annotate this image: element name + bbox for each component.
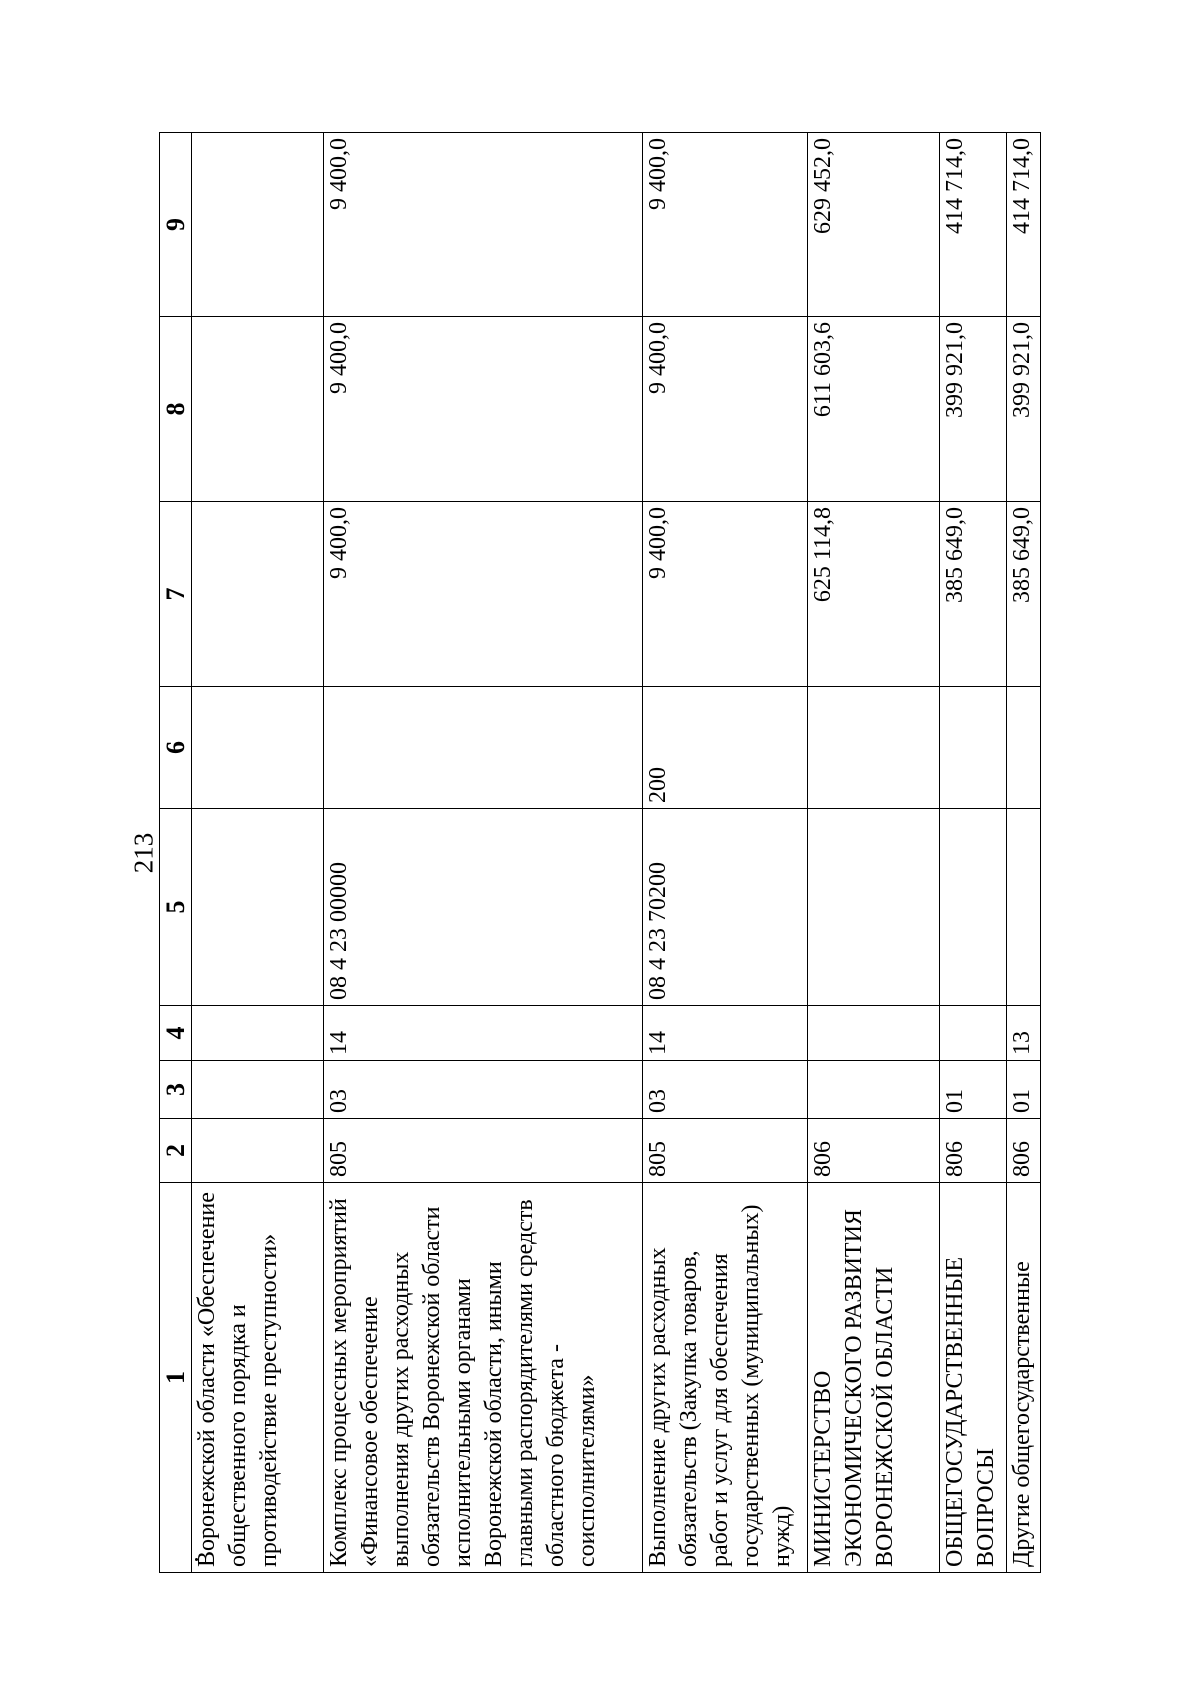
cell-expense-type bbox=[1006, 687, 1040, 809]
column-header: 3 bbox=[160, 1061, 192, 1119]
row-name: МИНИСТЕРСТВО ЭКОНОМИЧЕСКОГО РАЗВИТИЯ ВОРОНЕЖСКОЙ ОБЛАСТИ bbox=[808, 1183, 940, 1573]
column-header: 4 bbox=[160, 1006, 192, 1061]
cell-target-article bbox=[808, 809, 940, 1006]
cell-ministry-code: 806 bbox=[808, 1119, 940, 1183]
row-name: Комплекс процессных мероприятий «Финансовое обеспечение выполнения других расходных обязательств Воронежской области исполнительными органами Воронежской области, иными главными распорядителями средств областного бюджета - соисполнителями» bbox=[323, 1183, 642, 1573]
cell-subsection: 14 bbox=[642, 1006, 808, 1061]
cell-expense-type: 200 bbox=[642, 687, 808, 809]
cell-amount-8: 611 603,6 bbox=[808, 317, 940, 502]
cell-target-article bbox=[192, 809, 324, 1006]
cell-target-article: 08 4 23 70200 bbox=[642, 809, 808, 1006]
cell-amount-9: 414 714,0 bbox=[1006, 133, 1040, 317]
rotated-table-container bbox=[159, 133, 1041, 1573]
cell-ministry-code: 805 bbox=[642, 1119, 808, 1183]
cell-ministry-code: 805 bbox=[323, 1119, 642, 1183]
cell-target-article bbox=[1006, 809, 1040, 1006]
table-row bbox=[940, 133, 1007, 1573]
column-header: 6 bbox=[160, 687, 192, 809]
cell-amount-7: 9 400,0 bbox=[642, 502, 808, 687]
cell-expense-type bbox=[192, 687, 324, 809]
cell-amount-8: 399 921,0 bbox=[940, 317, 1007, 502]
cell-amount-7: 9 400,0 bbox=[323, 502, 642, 687]
cell-ministry-code bbox=[192, 1119, 324, 1183]
cell-amount-7: 625 114,8 bbox=[808, 502, 940, 687]
table-row bbox=[1006, 133, 1040, 1573]
cell-expense-type bbox=[808, 687, 940, 809]
cell-subsection bbox=[940, 1006, 1007, 1061]
cell-expense-type bbox=[940, 687, 1007, 809]
table-row bbox=[192, 133, 324, 1573]
cell-amount-9: 9 400,0 bbox=[642, 133, 808, 317]
column-header: 2 bbox=[160, 1119, 192, 1183]
budget-table bbox=[159, 132, 1041, 1573]
cell-section bbox=[808, 1061, 940, 1119]
cell-subsection bbox=[808, 1006, 940, 1061]
cell-amount-9: 9 400,0 bbox=[323, 133, 642, 317]
column-header: 9 bbox=[160, 133, 192, 317]
cell-amount-7: 385 649,0 bbox=[1006, 502, 1040, 687]
cell-section bbox=[192, 1061, 324, 1119]
cell-amount-9: 414 714,0 bbox=[940, 133, 1007, 317]
table-header-row bbox=[160, 133, 192, 1573]
column-header: 8 bbox=[160, 317, 192, 502]
cell-amount-9 bbox=[192, 133, 324, 317]
cell-amount-8 bbox=[192, 317, 324, 502]
cell-amount-7: 385 649,0 bbox=[940, 502, 1007, 687]
cell-amount-9: 629 452,0 bbox=[808, 133, 940, 317]
cell-ministry-code: 806 bbox=[1006, 1119, 1040, 1183]
cell-subsection: 14 bbox=[323, 1006, 642, 1061]
table-row bbox=[808, 133, 940, 1573]
cell-amount-8: 399 921,0 bbox=[1006, 317, 1040, 502]
cell-ministry-code: 806 bbox=[940, 1119, 1007, 1183]
page-number: 213 bbox=[128, 832, 159, 874]
cell-section: 01 bbox=[1006, 1061, 1040, 1119]
cell-subsection: 13 bbox=[1006, 1006, 1040, 1061]
cell-section: 01 bbox=[940, 1061, 1007, 1119]
cell-target-article bbox=[940, 809, 1007, 1006]
cell-subsection bbox=[192, 1006, 324, 1061]
column-header: 5 bbox=[160, 809, 192, 1006]
column-header: 1 bbox=[160, 1183, 192, 1573]
cell-amount-7 bbox=[192, 502, 324, 687]
cell-section: 03 bbox=[642, 1061, 808, 1119]
row-name: ОБЩЕГОСУДАРСТВЕННЫЕ ВОПРОСЫ bbox=[940, 1183, 1007, 1573]
table-row bbox=[642, 133, 808, 1573]
cell-target-article: 08 4 23 00000 bbox=[323, 809, 642, 1006]
column-header: 7 bbox=[160, 502, 192, 687]
row-name: Выполнение других расходных обязательств (Закупка товаров, работ и услуг для обеспечения государственных (муниципальных) нужд) bbox=[642, 1183, 808, 1573]
row-name: Другие общегосударственные bbox=[1006, 1183, 1040, 1573]
cell-section: 03 bbox=[323, 1061, 642, 1119]
row-name: Воронежской области «Обеспечение общественного порядка и противодействие преступности» bbox=[192, 1183, 324, 1573]
table-row bbox=[323, 133, 642, 1573]
cell-amount-8: 9 400,0 bbox=[642, 317, 808, 502]
cell-amount-8: 9 400,0 bbox=[323, 317, 642, 502]
cell-expense-type bbox=[323, 687, 642, 809]
